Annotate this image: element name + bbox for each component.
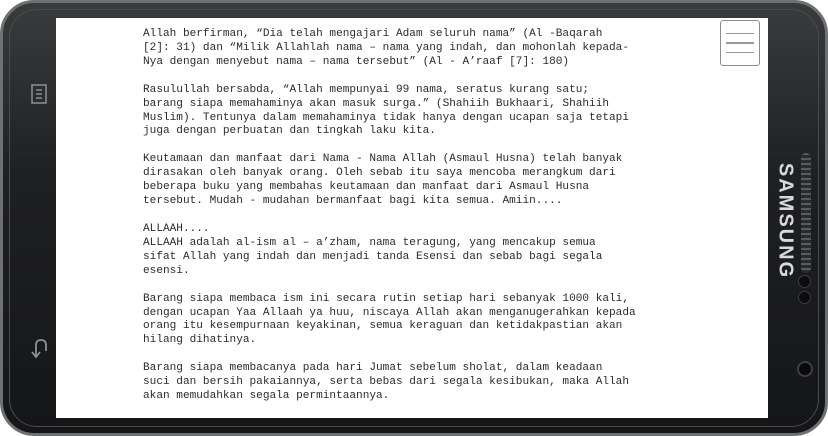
speaker-grille (801, 153, 811, 273)
article-text (143, 28, 703, 418)
front-camera (797, 361, 813, 377)
paragraph-3: Keutamaan dan manfaat dari Nama - Nama Allah (Asmaul Husna) telah banyak dirasakan oleh banyak orang. Oleh sebab itu saya mencoba merangkum dari beberapa buku yang membahas keutamaan dan manfaat dari Asmaul Husna tersebut. Mudah - mudahan bermanfaat bagi kita semua. Amiin.... (143, 153, 623, 208)
back-arrow-icon[interactable] (27, 335, 51, 361)
menu-hw-icon[interactable] (27, 81, 51, 107)
sensor-dot (798, 275, 811, 288)
paragraph-1: Allah berfirman, “Dia telah mengajari Adam seluruh nama” (Al -Baqarah [2]: 31) dan “Milik Allahlah nama – nama yang indah, dan mohonlah kepada- Nya dengan menyebut nama – nama tersebut” (Al - A’raaf [7]: 180) (143, 28, 629, 68)
sensor-dot-2 (798, 291, 811, 304)
menu-hw-glyph (31, 84, 47, 104)
menu-line (726, 33, 754, 35)
brand-text: SAMSUNG (774, 162, 797, 280)
paragraph-6: Barang siapa membacanya pada hari Jumat sebelum sholat, dalam keadaan suci dan bersih pakaiannya, serta bebas dari segala kesibukan, maka Allah akan memudahkan segala permintaannya. (143, 362, 629, 403)
paragraph-5: Barang siapa membaca ism ini secara rutin setiap hari sebanyak 1000 kali, dengan ucapan Yaa Allaah ya huu, niscaya Allah akan menganugerahkan kepada orang itu kesempurnaan keyakinan, semua keraguan dan ketidakpastian akan hilang dihatinya. (143, 292, 636, 347)
brand-logo (765, 53, 805, 389)
menu-line (726, 42, 754, 44)
back-arrow-glyph (30, 337, 48, 359)
paragraph-2: Rasulullah bersabda, “Allah mempunyai 99 nama, seratus kurang satu; barang siapa memahaminya akan masuk surga.” (Shahiih Bukhaari, Shahiih Muslim). Tentunya dalam memahaminya tidak hanya dengan ucapan saja tetapi juga dengan perbuatan dan tingkah laku kita. (143, 83, 629, 138)
paragraph-4: ALLAAH.... ALLAAH adalah al-ism al – a’zham, nama teragung, yang mencakup semua sifat Allah yang indah dan menjadi tanda Esensi dan sebab bagi segala esensi. (143, 222, 603, 277)
hamburger-menu-icon[interactable] (720, 20, 760, 66)
menu-line (726, 52, 754, 54)
app-screen (56, 18, 768, 418)
